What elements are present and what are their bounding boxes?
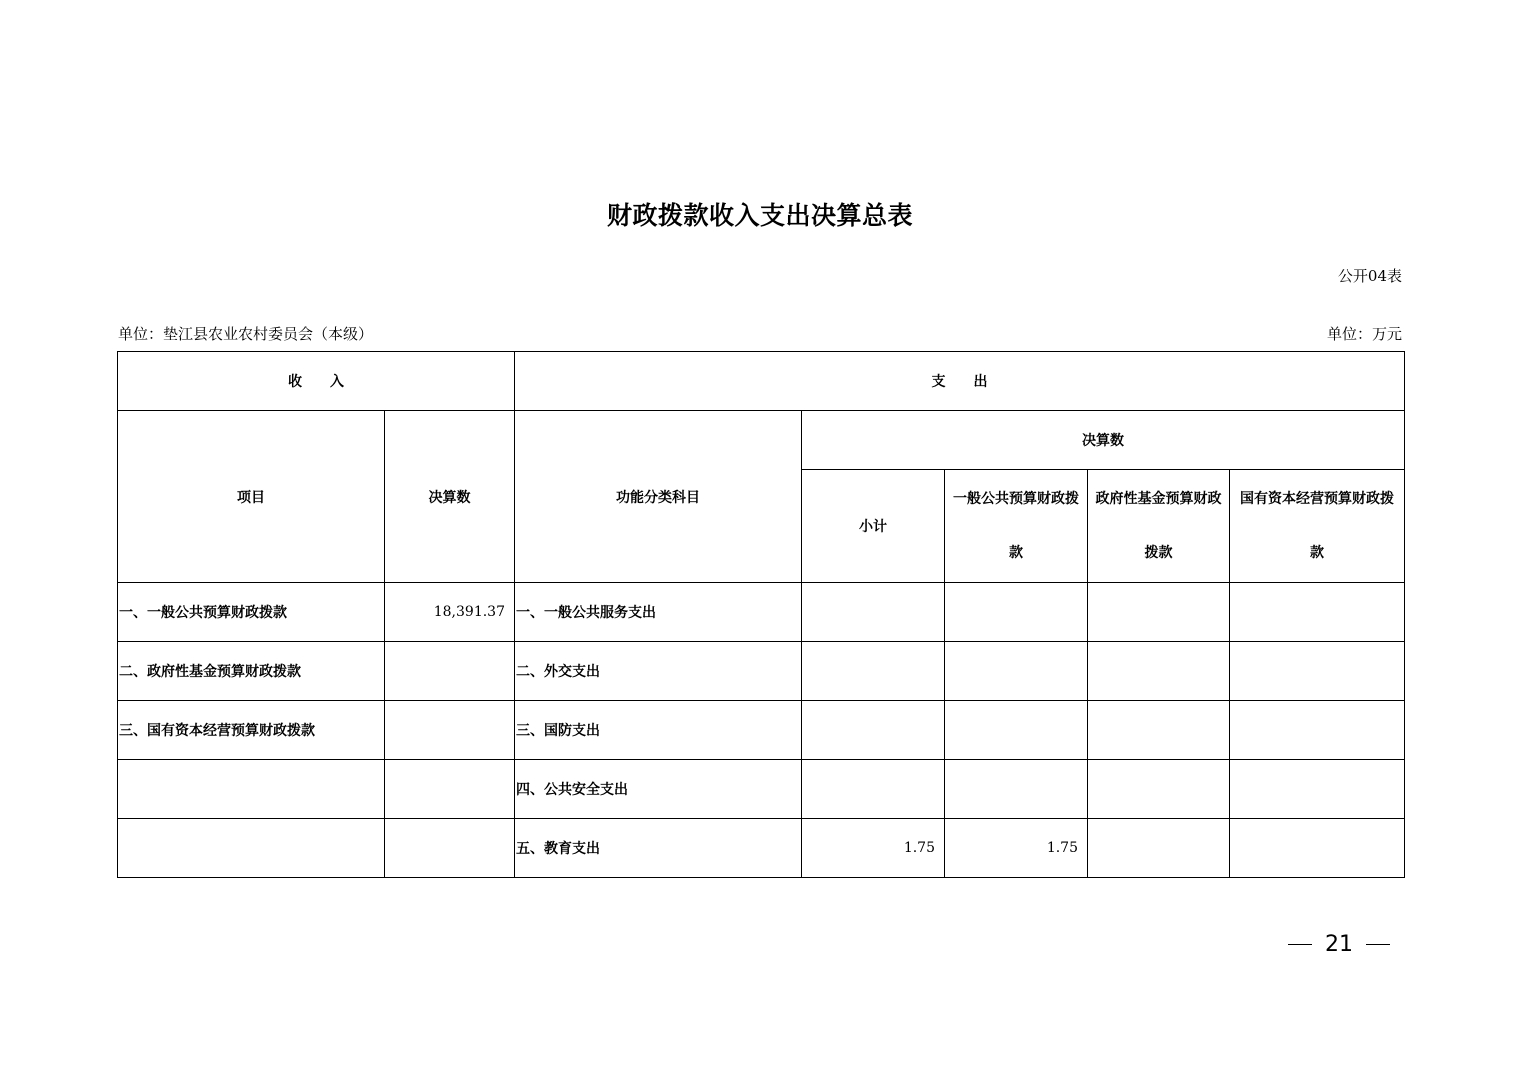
subtotal-value: 1.75: [802, 819, 945, 878]
gov-fund-value: [1088, 760, 1230, 819]
table-row: [118, 819, 1405, 878]
page-number-dash-right: [1366, 944, 1390, 945]
general-value: [945, 760, 1088, 819]
subtotal-value: [802, 760, 945, 819]
budget-table: [117, 351, 1405, 878]
income-item: 三、国有资本经营预算财政拨款: [118, 701, 385, 760]
subtotal-value: [802, 642, 945, 701]
income-amount: [385, 701, 515, 760]
page-number: [1288, 932, 1390, 957]
state-capital-value: [1230, 583, 1405, 642]
header-gov-fund-line1: 政府性基金预算财政: [1095, 491, 1222, 507]
income-amount: [385, 819, 515, 878]
header-state-capital: [1230, 470, 1405, 583]
header-amount: 决算数: [385, 411, 515, 583]
expense-item: 一、一般公共服务支出: [515, 583, 802, 642]
header-expense: 支 出: [515, 352, 1405, 411]
header-state-capital-line1: 国有资本经营预算财政拨: [1240, 491, 1395, 507]
unit-currency: 单位：万元: [1326, 325, 1402, 343]
income-amount: [385, 760, 515, 819]
header-general-line2: 款: [1009, 545, 1023, 561]
table-row: [118, 583, 1405, 642]
income-item: [118, 760, 385, 819]
expense-item: 四、公共安全支出: [515, 760, 802, 819]
header-function-class: 功能分类科目: [515, 411, 802, 583]
expense-item: 五、教育支出: [515, 819, 802, 878]
income-item: [118, 819, 385, 878]
page-number-value: 21: [1325, 932, 1353, 957]
table-code: 公开04表: [1337, 267, 1402, 285]
header-item: 项目: [118, 411, 385, 583]
gov-fund-value: [1088, 583, 1230, 642]
state-capital-value: [1230, 642, 1405, 701]
header-final-amount: 决算数: [802, 411, 1405, 470]
header-income: 收 入: [118, 352, 515, 411]
income-amount: 18,391.37: [385, 583, 515, 642]
header-gov-fund: [1088, 470, 1230, 583]
general-value: [945, 583, 1088, 642]
page-number-dash-left: [1288, 944, 1312, 945]
income-item: 一、一般公共预算财政拨款: [118, 583, 385, 642]
table-row: [118, 760, 1405, 819]
income-amount: [385, 642, 515, 701]
gov-fund-value: [1088, 642, 1230, 701]
header-general-line1: 一般公共预算财政拨: [953, 491, 1079, 507]
general-value: [945, 642, 1088, 701]
gov-fund-value: [1088, 701, 1230, 760]
gov-fund-value: [1088, 819, 1230, 878]
expense-item: 三、国防支出: [515, 701, 802, 760]
header-gov-fund-line2: 拨款: [1144, 545, 1173, 561]
header-state-capital-line2: 款: [1310, 545, 1325, 561]
general-value: 1.75: [945, 819, 1088, 878]
state-capital-value: [1230, 819, 1405, 878]
subtotal-value: [802, 701, 945, 760]
table-row: [118, 642, 1405, 701]
expense-item: 二、外交支出: [515, 642, 802, 701]
subtotal-value: [802, 583, 945, 642]
table-row: [118, 701, 1405, 760]
general-value: [945, 701, 1088, 760]
unit-organization: 单位：垫江县农业农村委员会（本级）: [118, 325, 374, 343]
income-item: 二、政府性基金预算财政拨款: [118, 642, 385, 701]
page-title: 财政拨款收入支出决算总表: [606, 201, 913, 230]
state-capital-value: [1230, 760, 1405, 819]
header-subtotal: 小计: [802, 470, 945, 583]
header-general-budget: [945, 470, 1088, 583]
state-capital-value: [1230, 701, 1405, 760]
